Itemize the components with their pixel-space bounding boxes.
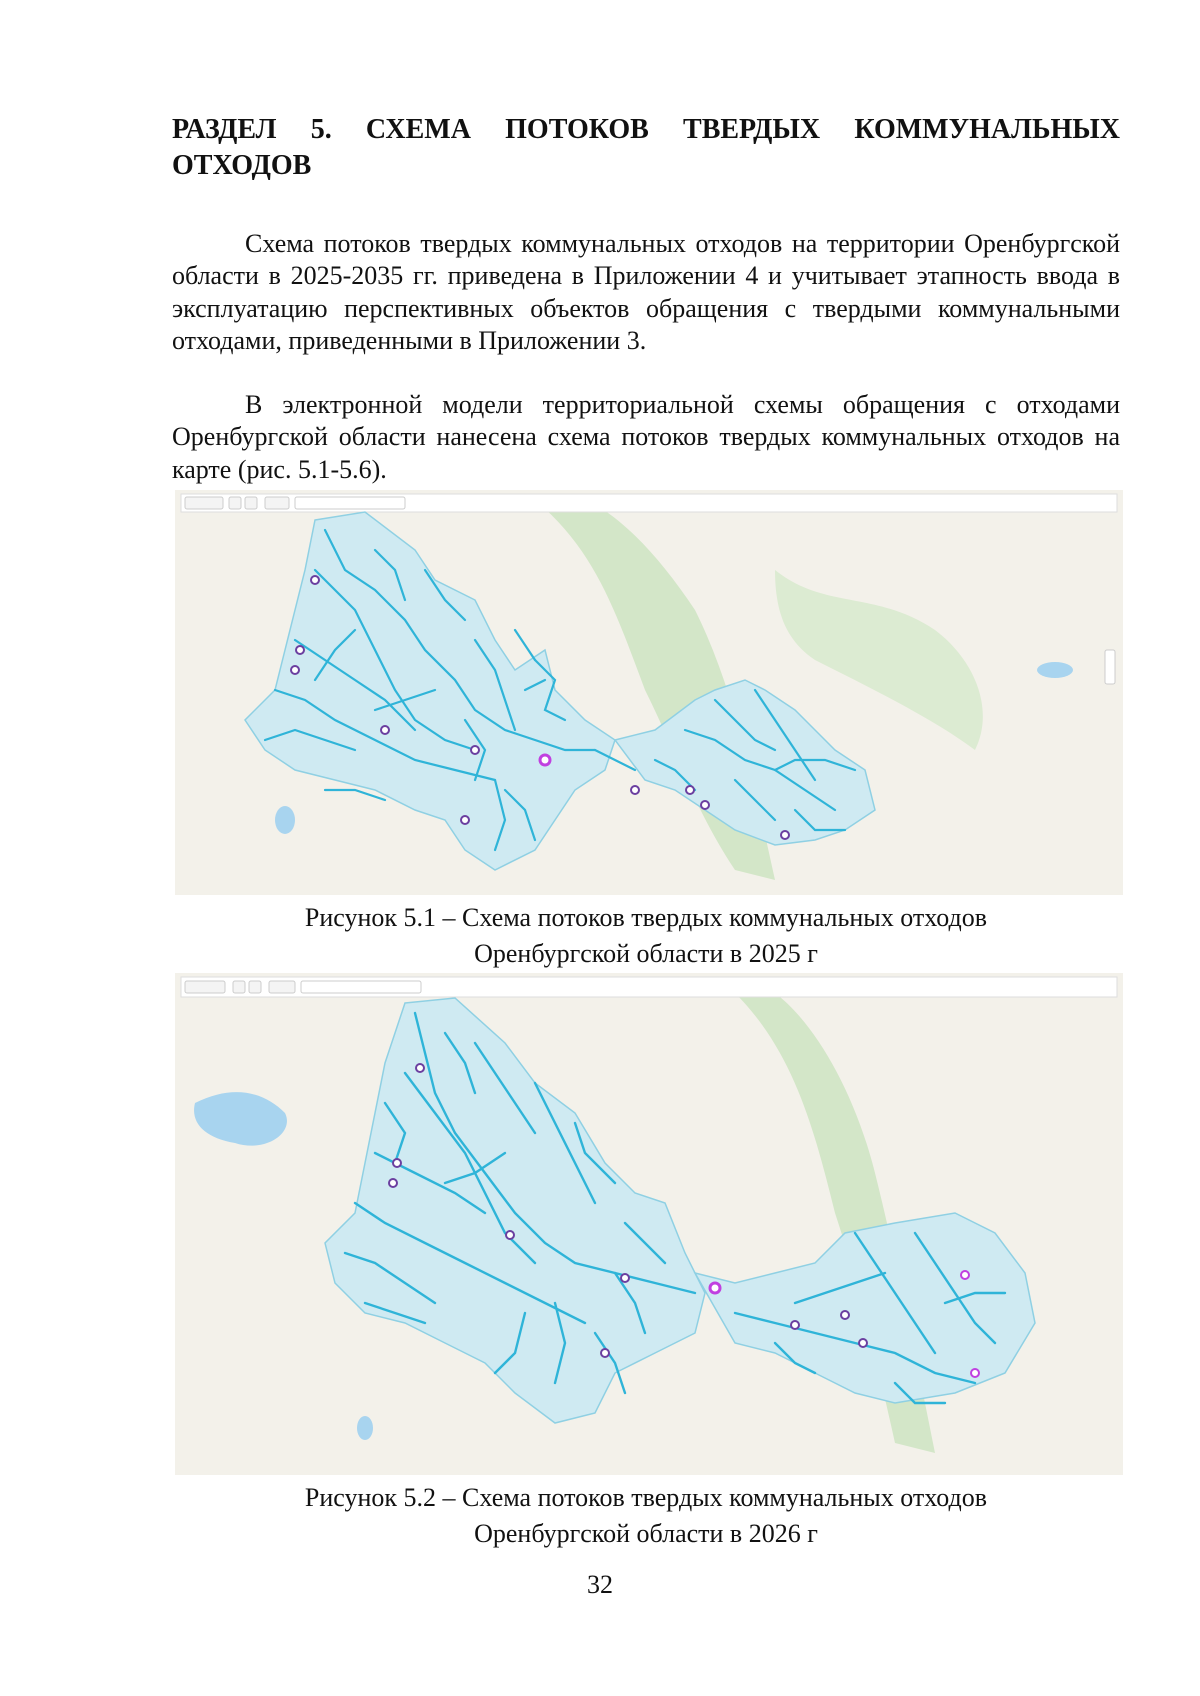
toolbar-draw-button[interactable] (269, 981, 295, 993)
facility-marker-new[interactable] (961, 1271, 969, 1279)
lake (1037, 662, 1073, 678)
section-heading (172, 112, 1120, 184)
facility-marker[interactable] (416, 1064, 424, 1072)
facility-marker[interactable] (311, 576, 319, 584)
paragraph-1: Схема потоков твердых коммунальных отходов на территории Оренбургской области в 2025-2035 гг. приведена в Приложении 4 и учитывает этапность ввода в эксплуатацию перспективных объектов обращения с твердыми коммунальными отходами, приведенными в Приложении 3. (172, 229, 1120, 355)
section-heading-line-1: РАЗДЕЛ 5. СХЕМА ПОТОКОВ ТВЕРДЫХ КОММУНАЛЬНЫХ (172, 114, 1120, 145)
zoom-control[interactable] (1105, 650, 1115, 684)
map-search-input[interactable] (295, 497, 405, 509)
facility-marker[interactable] (601, 1349, 609, 1357)
caption-line: Рисунок 5.1 – Схема потоков твердых коммунальных отходов (304, 903, 988, 932)
paragraph-2: В электронной модели территориальной схемы обращения с отходами Оренбургской области нанесена схема потоков твердых коммунальных отходов на карте (рис. 5.1-5.6). (172, 390, 1120, 484)
map-2026 (175, 973, 1123, 1475)
page-number: 32 (587, 1570, 613, 1599)
facility-marker-highlight[interactable] (540, 755, 550, 765)
facility-marker[interactable] (393, 1159, 401, 1167)
toolbar-user-icon[interactable] (229, 497, 241, 509)
facility-marker[interactable] (859, 1339, 867, 1347)
caption-line: Оренбургской области в 2025 г (474, 939, 818, 968)
figure-caption-5-1 (172, 900, 1120, 972)
facility-marker[interactable] (389, 1179, 397, 1187)
toolbar-print-icon[interactable] (245, 497, 257, 509)
facility-marker[interactable] (381, 726, 389, 734)
toolbar-user-icon[interactable] (233, 981, 245, 993)
caption-line: Рисунок 5.2 – Схема потоков твердых коммунальных отходов (304, 1483, 988, 1512)
facility-marker[interactable] (781, 831, 789, 839)
facility-marker[interactable] (631, 786, 639, 794)
facility-marker-new[interactable] (971, 1369, 979, 1377)
figure-caption-5-2 (172, 1480, 1120, 1552)
facility-marker[interactable] (291, 666, 299, 674)
map-figure-2025 (175, 490, 1123, 895)
facility-marker[interactable] (686, 786, 694, 794)
facility-marker-highlight[interactable] (710, 1283, 720, 1293)
facility-marker[interactable] (506, 1231, 514, 1239)
toolbar-print-icon[interactable] (249, 981, 261, 993)
toolbar-layers-button[interactable] (185, 497, 223, 509)
facility-marker[interactable] (791, 1321, 799, 1329)
facility-marker[interactable] (296, 646, 304, 654)
facility-marker[interactable] (461, 816, 469, 824)
lake (275, 806, 295, 834)
facility-marker[interactable] (701, 801, 709, 809)
map-search-input[interactable] (301, 981, 421, 993)
lake (357, 1416, 373, 1440)
map-figure-2026 (175, 973, 1123, 1475)
caption-line: Оренбургской области в 2026 г (474, 1519, 818, 1548)
facility-marker[interactable] (621, 1274, 629, 1282)
facility-marker[interactable] (841, 1311, 849, 1319)
toolbar-layers-button[interactable] (185, 981, 225, 993)
facility-marker[interactable] (471, 746, 479, 754)
map-2025 (175, 490, 1123, 895)
toolbar-draw-button[interactable] (265, 497, 289, 509)
section-heading-line-2: ОТХОДОВ (172, 150, 312, 181)
